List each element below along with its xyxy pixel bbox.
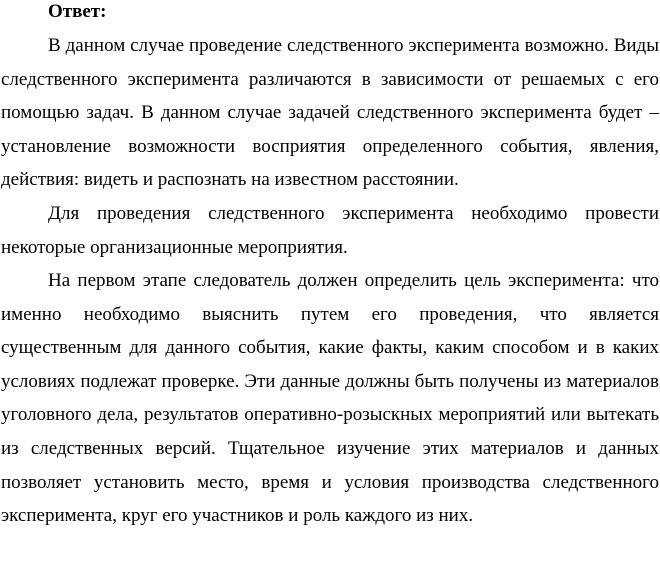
paragraph-3: На первом этапе следователь должен определить цель эксперимента: что именно необходимо выяснить путем его проведения, что является существенным для данного события, какие факты, каким способом и в каких условиях подлежат проверке. Эти данные должны быть получены из материалов уголовного дела, результатов оперативно-розыскных мероприятий или вытекать из следственных версий. Тщательное изучение этих материалов и данных позволяет установить место, время и условия производства следственного эксперимента, круг его участников и роль каждого из них.	[1, 270, 659, 527]
paragraph-2: Для проведения следственного эксперимента необходимо провести некоторые организационные мероприятия.	[1, 203, 659, 258]
paragraph-1: В данном случае проведение следственного эксперимента возможно. Виды следственного эксперимента различаются в зависимости от решаемых с его помощью задач. В данном случае задачей следственного эксперимента будет – установление возможности восприятия определенного события, явления, действия: видеть и распознать на известном расстоянии.	[1, 35, 659, 191]
answer-heading: Ответ:	[48, 1, 107, 22]
